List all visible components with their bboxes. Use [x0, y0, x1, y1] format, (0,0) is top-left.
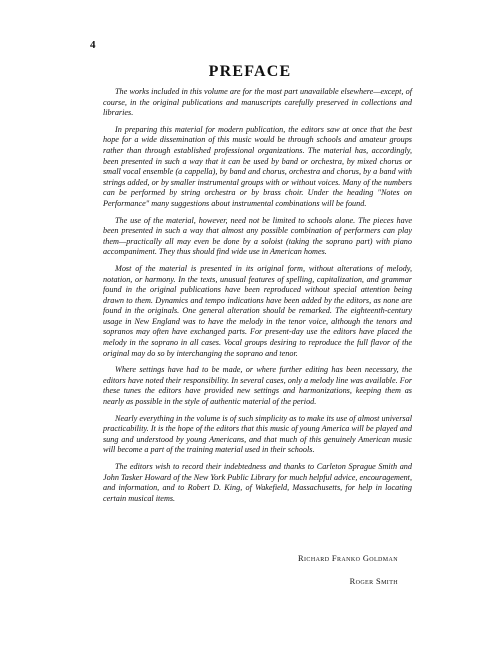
page-number: 4: [90, 39, 96, 51]
preface-body: [103, 87, 412, 510]
paragraph-use: The use of the material, however, need not be limited to schools alone. The pieces have been presented in such a way that almost any possible combination of performers can play them—practically all may even be done by a soloist (taking the soprano part) with piano accompaniment. They thus should find wide use in American homes.: [103, 215, 412, 257]
paragraph-settings: Where settings have had to be made, or where further editing has been necessary, the editors have noted their responsibility. In several cases, only a melody line was available. For these tunes the editors have provided new settings and harmonizations, keeping them as nearly as possible in the style of authentic material of the period.: [103, 365, 412, 407]
paragraph-availability: The works included in this volume are for the most part unavailable elsewhere—except, of course, in the original publications and manuscripts carefully preserved in collections and libraries.: [103, 87, 412, 118]
paragraph-preparation: In preparing this material for modern publication, the editors saw at once that the best hope for a wide dissemination of this music would be through schools and amateur groups rather than through established professional organizations. The material has, accordingly, been presented in such a way that it can be used by band or orchestra, by mixed chorus or small vocal ensemble (a cappella), by band and chorus, orchestra and chorus, by a band with strings added, or by smaller instrumental groups with or without voices. Many of the numbers can be performed by string orchestra or by brass choir. Under the heading "Notes on Performance" many suggestions about instrumental combinations will be found.: [103, 124, 412, 208]
signature-goldman: Richard Franko Goldman: [298, 554, 398, 563]
signatures: [298, 553, 398, 599]
signature-smith: Roger Smith: [349, 577, 398, 586]
paragraph-original-form: Most of the material is presented in its original form, without alterations of melody, notation, or harmony. In the texts, unusual features of spelling, capitalization, and grammar found in the original publications have been reproduced without special attention being drawn to them. Dynamics and tempo indications have been added by the editors, as none are found in the originals. One general alteration should be remarked. The eighteenth-century usage in New England was to have the melody in the tenor voice, although the tenors and sopranos may often have exchanged parts. For present-day use the editors have placed the melody in the soprano in all cases. Vocal groups desiring to reproduce the full flavor of the original may do so by interchanging the soprano and tenor.: [103, 263, 412, 358]
paragraph-simplicity: Nearly everything in the volume is of such simplicity as to make its use of almost universal practicability. It is the hope of the editors that this music of young America will be played and sung and understood by young Americans, and that much of this genuinely American music will become a part of the training material used in their schools.: [103, 413, 412, 455]
paragraph-acknowledgements: The editors wish to record their indebtedness and thanks to Carleton Sprague Smith and John Tasker Howard of the New York Public Library for much helpful advice, encouragement, and information, and to Robert D. King, of Wakefield, Massachusetts, for help in locating certain musical items.: [103, 462, 412, 503]
page-title: PREFACE: [208, 63, 292, 80]
